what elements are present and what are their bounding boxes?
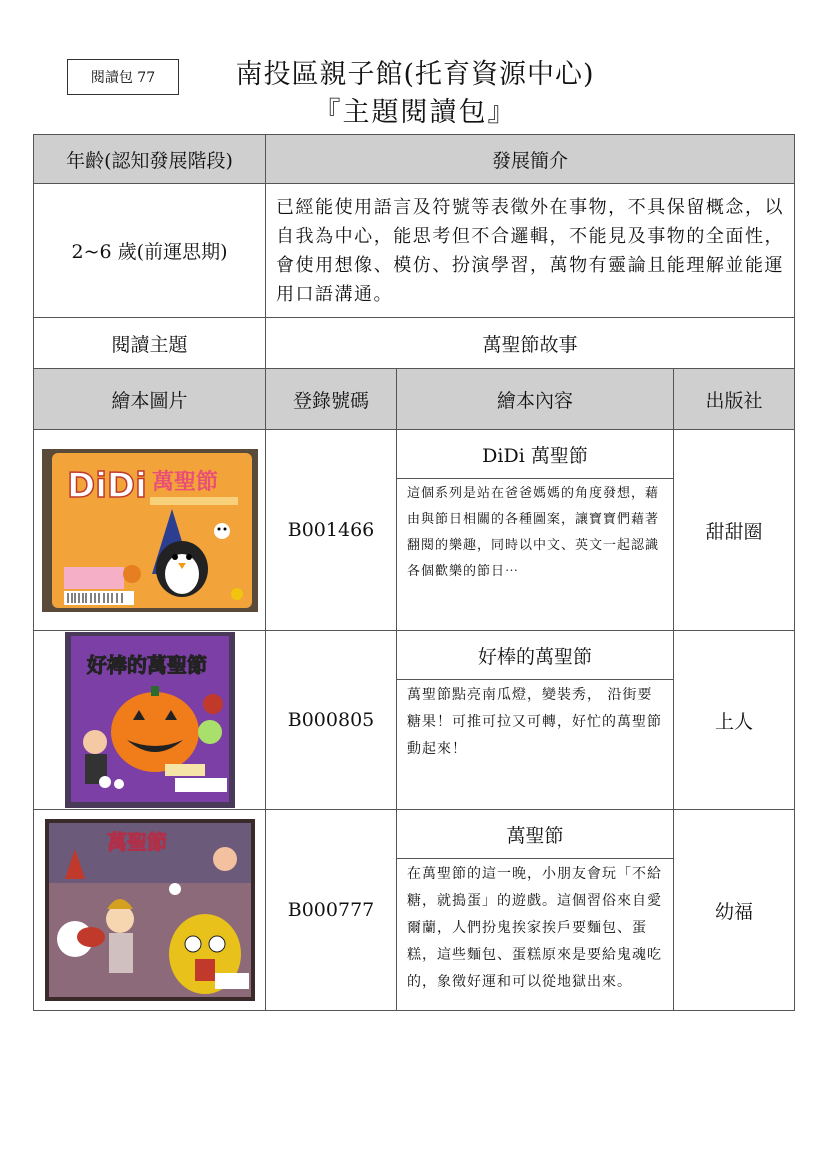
image-header: 繪本圖片 — [34, 369, 266, 430]
book-cover-image — [65, 632, 235, 808]
cover-title-zh: 萬聖節 — [151, 469, 218, 495]
age-header: 年齡(認知發展階段) — [34, 135, 266, 184]
code-header: 登錄號碼 — [266, 369, 397, 430]
cover-title-text: 好棒的萬聖節 — [86, 653, 207, 677]
reading-pack-table — [33, 134, 795, 1011]
book-content-cell — [397, 810, 674, 1011]
development-header: 發展簡介 — [266, 135, 795, 184]
book-description: 萬聖節點亮南瓜燈，變裝秀， 沿街要糖果！可推可拉又可轉，好忙的萬聖節動起來！ — [407, 687, 662, 757]
table-row — [34, 631, 795, 810]
page-title: 南投區親子館(托育資源中心) — [235, 59, 595, 90]
development-description: 已經能使用語言及符號等表徵外在事物，不具保留概念，以自我為中心，能思考但不合邏輯，不能見及事物的全面性，會使用想像、模仿、扮演學習，萬物有靈論且能理解並能運用口語溝通。 — [266, 184, 795, 318]
book-publisher: 幼福 — [674, 810, 795, 1011]
book-content-cell — [397, 430, 674, 631]
book-cover-cell — [34, 810, 266, 1011]
publisher-header: 出版社 — [674, 369, 795, 430]
table-row — [34, 430, 795, 631]
cover-title-text: DiDi — [66, 465, 147, 506]
book-code: B000777 — [266, 810, 397, 1011]
book-cover-image — [45, 819, 255, 1001]
content-header: 繪本內容 — [397, 369, 674, 430]
pack-number-badge: 閱讀包 77 — [67, 59, 179, 95]
theme-value: 萬聖節故事 — [266, 318, 795, 369]
book-publisher: 甜甜圈 — [674, 430, 795, 631]
age-value: 2~6 歲(前運思期) — [34, 184, 266, 318]
book-cover-image — [42, 449, 258, 612]
table-row — [34, 810, 795, 1011]
book-title: 好棒的萬聖節 — [397, 631, 673, 680]
book-code: B000805 — [266, 631, 397, 810]
book-title: 萬聖節 — [397, 810, 673, 859]
book-description: 在萬聖節的這一晚，小朋友會玩「不給糖，就搗蛋」的遊戲。這個習俗來自愛爾蘭，人們扮鬼挨家挨戶要麵包、蛋糕，這些麵包、蛋糕原來是要給鬼魂吃的，象徵好運和可以從地獄出來。 — [407, 866, 662, 990]
book-cover-cell — [34, 430, 266, 631]
book-publisher: 上人 — [674, 631, 795, 810]
book-content-cell — [397, 631, 674, 810]
book-code: B001466 — [266, 430, 397, 631]
book-description: 這個系列是站在爸爸媽媽的角度發想，藉由與節日相關的各種圖案，讓寶寶們藉著翻閱的樂趣，同時以中文、英文一起認識各個歡樂的節日⋯ — [407, 486, 660, 579]
book-title: DiDi 萬聖節 — [397, 430, 673, 479]
book-cover-cell — [34, 631, 266, 810]
theme-label: 閱讀主題 — [34, 318, 266, 369]
page-subtitle: 『主題閱讀包』 — [313, 97, 517, 128]
cover-title-text: 萬聖節 — [106, 830, 167, 854]
